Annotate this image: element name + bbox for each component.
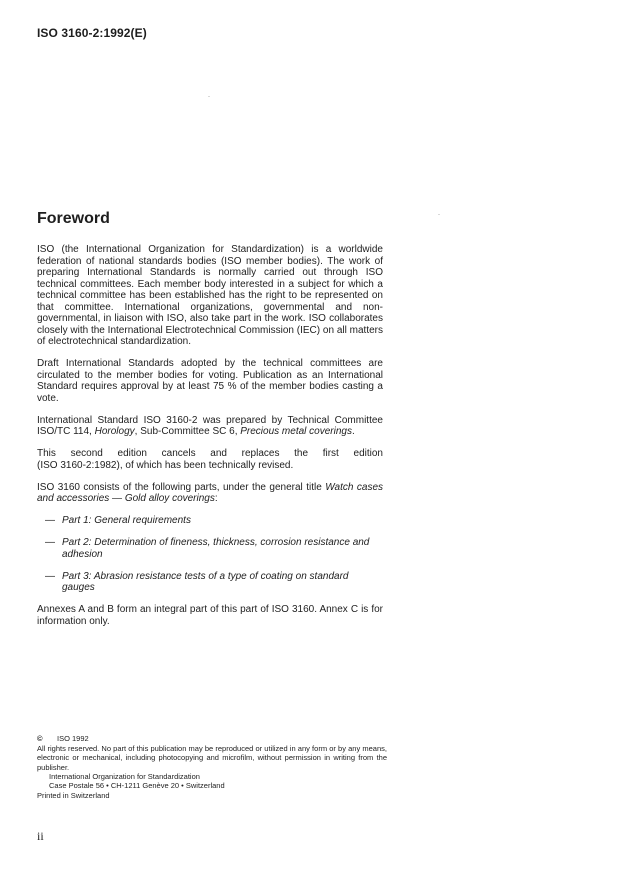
dash-bullet: — xyxy=(45,537,55,548)
edition-line-1: This second edition cancels and replaces the first edition xyxy=(37,448,383,459)
scan-speck xyxy=(438,214,440,215)
list-item xyxy=(37,571,383,594)
foreword-body xyxy=(37,244,383,638)
rights-statement: All rights reserved. No part of this publication may be reproduced or utilized in any form or by any means, electronic or mechanical, including photocopying and microfilm, without permission in writing from the publisher. xyxy=(37,744,387,772)
paragraph-iso-intro: ISO (the International Organization for Standardization) is a worldwide federation of national standards bodies (ISO member bodies). The work of preparing International Standards is normally carried out through ISO technical committees. Each member body interested in a subject for which a technical committee has been established has the right to be represented on that committee. International organizations, governmental and non-governmental, in liaison with ISO, also take part in the work. ISO collaborates closely with the International Electrotechnical Commission (IEC) on all matters of electrotechnical standardization. xyxy=(37,244,383,347)
document-id: ISO 3160-2:1992(E) xyxy=(37,26,147,40)
dash-bullet: — xyxy=(45,570,55,582)
part-label: Part 3: Abrasion resistance tests of a type of coating on standard gauges xyxy=(62,570,349,593)
dash-bullet: — xyxy=(45,515,55,526)
paragraph-draft-standards: Draft International Standards adopted by the technical committees are circulated to the member bodies for voting. Publication as an International Standard requires approval by at least 75 % of the member bodies casting a vote. xyxy=(37,358,383,404)
prepared-by-text: International Standard ISO 3160-2 was prepared by Technical Committee ISO/TC 114, xyxy=(37,414,383,437)
copyright-notice xyxy=(37,734,387,743)
paragraph-edition xyxy=(37,448,383,471)
list-item xyxy=(37,537,383,560)
general-title: Watch cases and accessories — Gold alloy coverings xyxy=(37,481,384,504)
paragraph-parts-intro xyxy=(37,482,383,505)
paragraph-prepared-by xyxy=(37,415,383,438)
page-number: ii xyxy=(37,829,44,843)
printed-in: Printed in Switzerland xyxy=(37,791,110,801)
parts-intro-text: ISO 3160 consists of the following parts, under the general title xyxy=(37,481,326,493)
publisher-name: International Organization for Standardization xyxy=(49,771,200,781)
prepared-by-end: . xyxy=(351,426,355,437)
copyright-symbol: © xyxy=(37,734,43,743)
part-label: Part 1: General requirements xyxy=(62,515,191,526)
parts-intro-end: : xyxy=(214,493,218,504)
part-label: Part 2: Determination of fineness, thickness, corrosion resistance and adhesion xyxy=(62,537,370,560)
copyright-year: ISO 1992 xyxy=(57,734,89,743)
subcommittee-name: Precious metal coverings xyxy=(240,426,352,437)
list-item xyxy=(37,515,383,527)
parts-list xyxy=(37,515,383,594)
copyright-block xyxy=(37,734,387,800)
committee-name: Horology xyxy=(94,426,135,437)
publisher-address: Case Postale 56 • CH-1211 Genève 20 • Switzerland xyxy=(49,781,225,791)
paragraph-annexes: Annexes A and B form an integral part of this part of ISO 3160. Annex C is for information only. xyxy=(37,604,383,627)
scan-speck xyxy=(208,96,210,97)
foreword-heading: Foreword xyxy=(37,210,110,227)
edition-line-2: (ISO 3160-2:1982), of which has been technically revised. xyxy=(37,459,294,471)
prepared-by-text-2: , Sub-Committee SC 6, xyxy=(134,426,241,437)
